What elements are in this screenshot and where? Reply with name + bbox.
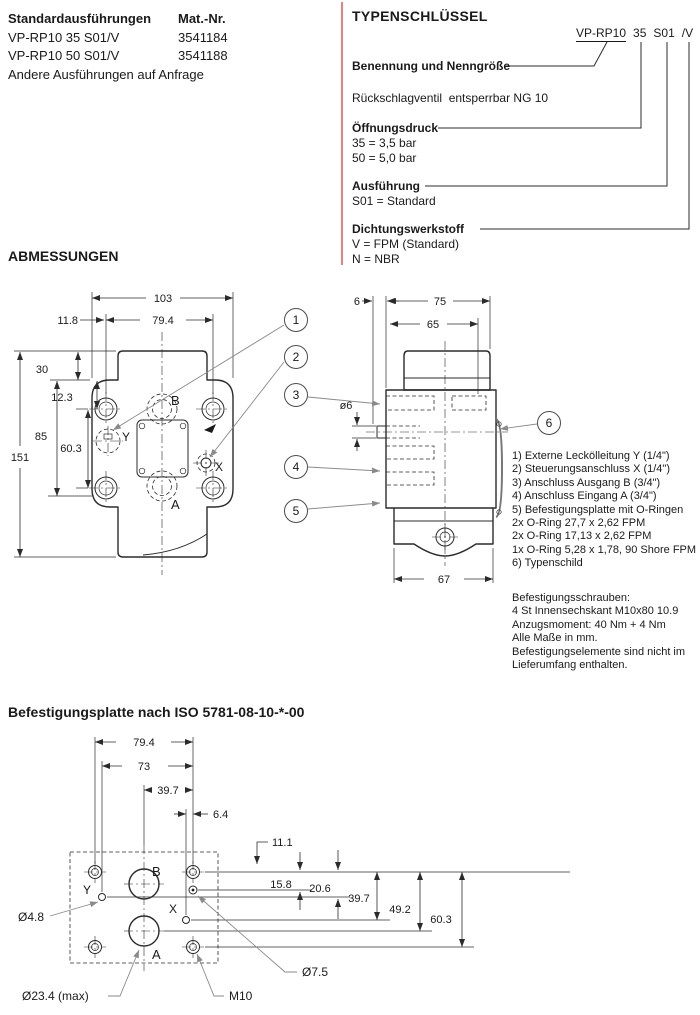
front-mounting-holes xyxy=(89,392,230,505)
dim-height-mid: 85 xyxy=(34,431,48,443)
plate-port-x-label: X xyxy=(168,902,178,916)
version-option: S01 = Standard xyxy=(352,194,436,208)
mounting-plate-title: Befestigungsplatte nach ISO 5781-08-10-*-00 xyxy=(8,704,305,720)
plate-right-dimensions xyxy=(270,850,462,947)
seal-material-option: N = NBR xyxy=(352,252,400,266)
dim-plate-v3: 20.6 xyxy=(309,883,331,895)
type-key-accent-bar xyxy=(341,2,343,265)
dim-hole-offset: 12.3 xyxy=(51,392,73,404)
callout-4: 4 xyxy=(292,460,300,474)
mounting-note-line: Alle Maße in mm. xyxy=(512,632,598,645)
other-versions-note: Andere Ausführungen auf Anfrage xyxy=(8,66,204,82)
mounting-note-line: 4 St Innensechskant M10x80 10.9 xyxy=(512,605,679,618)
version-label: Ausführung xyxy=(352,179,420,193)
mounting-note-line: Befestigungselemente sind nicht im xyxy=(512,645,686,658)
code-pressure: 35 xyxy=(633,26,647,40)
legend-line: 2x O-Ring 17,13 x 2,62 FPM xyxy=(512,530,652,543)
dim-top-offset: 30 xyxy=(35,364,49,376)
front-port-y-label: Y xyxy=(122,430,131,444)
plate-port-b-label: B xyxy=(152,864,161,879)
dim-plate-v6: 60.3 xyxy=(430,914,452,926)
mounting-note-line: Befestigungsschrauben: xyxy=(512,592,631,604)
dim-hole-spacing-y: 60.3 xyxy=(60,443,82,455)
legend-line: 4) Anschluss Eingang A (3/4") xyxy=(512,490,657,503)
dim-plate-span-ba: 39.7 xyxy=(157,785,179,797)
nameplate xyxy=(496,419,502,517)
mounting-note-line: Lieferumfang enthalten. xyxy=(512,659,628,672)
code-base: VP-RP10 xyxy=(576,26,627,40)
dim-pin-dia: ø6 xyxy=(339,400,353,412)
code-version: S01 xyxy=(653,26,675,40)
plate-port-y xyxy=(99,894,106,901)
seal-material-option: V = FPM (Standard) xyxy=(352,237,460,251)
dim-plate-v2: 15.8 xyxy=(270,879,292,891)
legend-line: 5) Befestigungsplatte mit O-Ringen xyxy=(512,503,684,516)
flow-arrow-mark xyxy=(204,424,216,433)
legend-line: 2x O-Ring 27,7 x 2,62 FPM xyxy=(512,517,646,530)
callout-6: 6 xyxy=(545,416,553,430)
seal-material-label: Dichtungswerkstoff xyxy=(352,222,465,236)
front-port-a-label: A xyxy=(171,497,180,512)
legend-line: 1x O-Ring 5,28 x 1,78, 90 Shore FPM xyxy=(512,543,697,556)
mounting-note-line: Anzugsmoment: 40 Nm + 4 Nm xyxy=(512,618,666,631)
dim-width-total: 103 xyxy=(153,293,173,305)
callout-5: 5 xyxy=(292,504,300,518)
callout-legend xyxy=(512,450,696,571)
dim-width-bottom: 67 xyxy=(437,574,451,586)
side-dimensions xyxy=(340,296,493,586)
port-y-symbol xyxy=(93,426,123,456)
dim-plate-v4: 39.7 xyxy=(348,893,370,905)
version-row-type: VP-RP10 50 S01/V xyxy=(8,48,120,63)
dim-plate-span-holes: 79.4 xyxy=(133,737,155,749)
dimensions-section-title: ABMESSUNGEN xyxy=(8,248,119,264)
callout-1: 1 xyxy=(292,313,300,327)
dim-height-total: 151 xyxy=(10,452,30,464)
code-seal: /V xyxy=(681,26,694,40)
mounting-notes xyxy=(512,592,685,672)
label-port-dia: Ø23.4 (max) xyxy=(22,989,89,1003)
plate-port-x xyxy=(183,917,190,924)
front-view xyxy=(11,292,233,575)
plate-port-a-label: A xyxy=(152,947,161,962)
designation-label: Benennung und Nenngröße xyxy=(352,59,510,73)
side-view xyxy=(340,296,508,586)
legend-line: 2) Steuerungsanschluss X (1/4") xyxy=(512,463,670,476)
port-face-plate xyxy=(137,420,188,477)
label-bolt-hole: Ø7.5 xyxy=(302,965,329,979)
front-extension-lines xyxy=(14,292,233,557)
dim-plate-v1: 11.1 xyxy=(272,837,293,849)
callout-2: 2 xyxy=(292,350,300,364)
type-key-title: TYPENSCHLÜSSEL xyxy=(352,8,488,24)
opening-pressure-option: 35 = 3,5 bar xyxy=(352,136,417,150)
version-row-matnr: 3541188 xyxy=(178,48,228,63)
label-pilot-hole: Ø4.8 xyxy=(18,910,45,924)
dim-plate-span-y: 73 xyxy=(137,761,151,773)
plate-port-y-label: Y xyxy=(82,883,92,897)
version-row-matnr: 3541184 xyxy=(178,29,228,45)
opening-pressure-option: 50 = 5,0 bar xyxy=(352,151,417,165)
standard-versions-title: Standardausführungen xyxy=(8,11,152,26)
legend-line: 1) Externe Leckölleitung Y (1/4") xyxy=(512,450,670,462)
dim-depth-mid: 65 xyxy=(426,319,440,331)
mat-nr-header: Mat.-Nr. xyxy=(178,11,226,26)
front-port-b-label: B xyxy=(171,393,180,408)
dim-depth-total: 75 xyxy=(433,296,447,308)
legend-line: 3) Anschluss Ausgang B (3/4") xyxy=(512,476,661,489)
callout-3: 3 xyxy=(292,388,300,402)
dim-hole-spacing-x: 79.4 xyxy=(152,315,174,327)
front-port-x-label: X xyxy=(215,460,224,474)
plate-top-dimensions xyxy=(95,737,293,864)
side-hidden-lines xyxy=(386,396,486,485)
dim-plate-v5: 49.2 xyxy=(389,904,411,916)
type-key-code xyxy=(576,26,693,42)
mounting-plate-view xyxy=(18,737,570,1003)
dim-plate-span-x: 6.4 xyxy=(213,809,229,821)
dim-depth-offset: 6 xyxy=(353,296,360,308)
label-thread: M10 xyxy=(229,989,253,1003)
designation-value: Rückschlagventil entsperrbar NG 10 xyxy=(352,91,549,105)
version-row-type: VP-RP10 35 S01/V xyxy=(8,29,120,45)
side-extension-lines xyxy=(352,296,493,583)
callouts xyxy=(113,309,561,523)
opening-pressure-label: Öffnungsdruck xyxy=(352,121,438,135)
legend-line: 6) Typenschild xyxy=(512,557,583,570)
standard-versions-table xyxy=(8,10,228,84)
dim-edge-offset: 11.8 xyxy=(57,315,78,327)
